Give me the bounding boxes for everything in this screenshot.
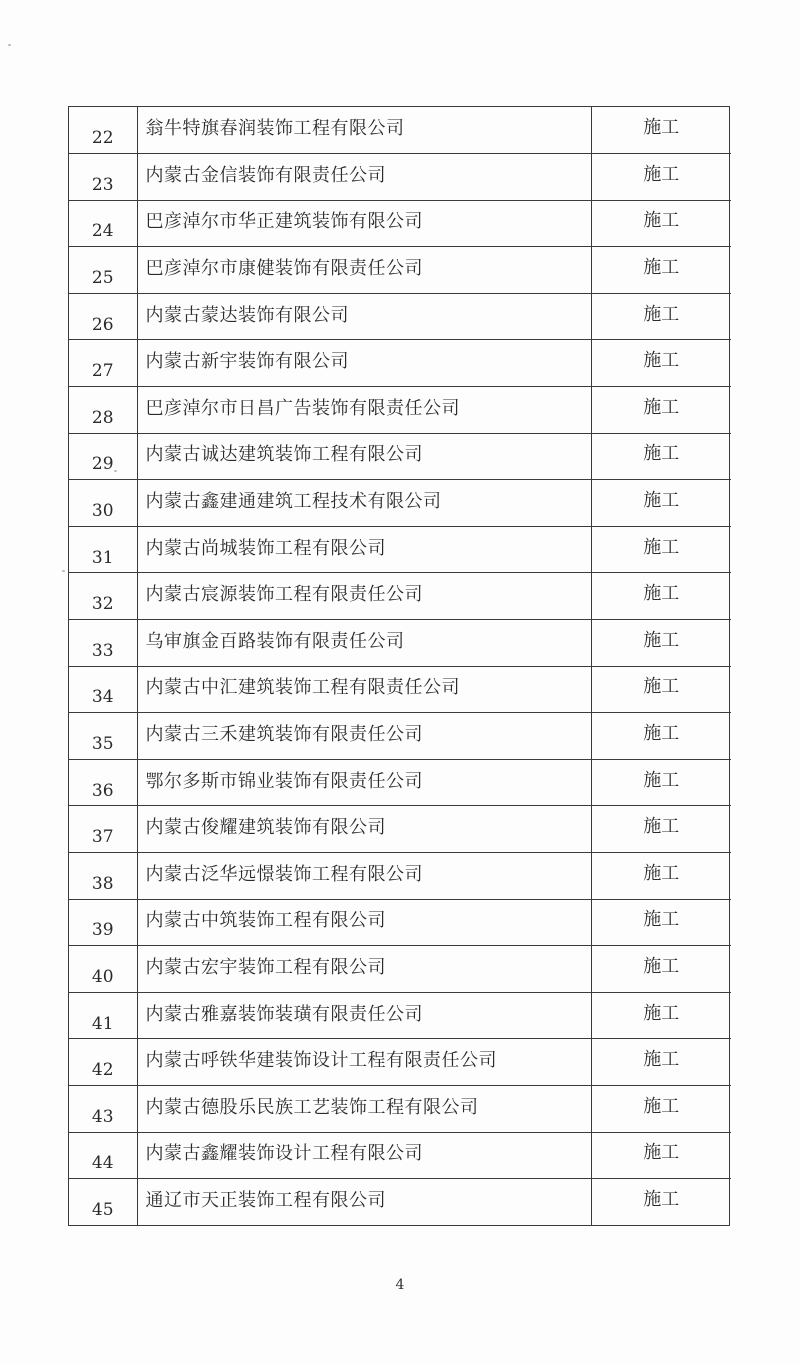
row-number: 40 (69, 946, 137, 993)
company-name: 内蒙古宸源装饰工程有限责任公司 (137, 573, 591, 620)
table-row (69, 1085, 731, 1132)
company-name: 乌审旗金百路装饰有限责任公司 (137, 620, 591, 667)
qualification-type: 施工 (591, 620, 731, 667)
table-row (69, 1132, 731, 1179)
row-number: 37 (69, 806, 137, 853)
company-name: 内蒙古三禾建筑装饰有限责任公司 (137, 713, 591, 760)
row-number: 38 (69, 853, 137, 900)
row-number: 45 (69, 1179, 137, 1226)
company-name: 通辽市天正装饰工程有限公司 (137, 1179, 591, 1226)
row-number: 22 (69, 107, 137, 154)
company-name: 巴彦淖尔市康健装饰有限责任公司 (137, 247, 591, 294)
company-name: 内蒙古鑫建通建筑工程技术有限公司 (137, 480, 591, 527)
qualification-type: 施工 (591, 340, 731, 387)
qualification-type: 施工 (591, 200, 731, 247)
row-number: 26 (69, 293, 137, 340)
table-row (69, 293, 731, 340)
company-name: 巴彦淖尔市华正建筑装饰有限公司 (137, 200, 591, 247)
row-number: 41 (69, 992, 137, 1039)
qualification-type: 施工 (591, 247, 731, 294)
scan-speck (62, 570, 65, 572)
table-row (69, 154, 731, 201)
qualification-type: 施工 (591, 992, 731, 1039)
qualification-type: 施工 (591, 1179, 731, 1226)
company-name: 内蒙古鑫耀装饰设计工程有限公司 (137, 1132, 591, 1179)
scan-speck (8, 44, 11, 46)
company-name: 巴彦淖尔市日昌广告装饰有限责任公司 (137, 387, 591, 434)
company-name: 内蒙古德股乐民族工艺装饰工程有限公司 (137, 1085, 591, 1132)
row-number: 34 (69, 666, 137, 713)
row-number: 25 (69, 247, 137, 294)
row-number: 24 (69, 200, 137, 247)
company-name: 内蒙古宏宇装饰工程有限公司 (137, 946, 591, 993)
table-row (69, 1179, 731, 1226)
table-row (69, 853, 731, 900)
table-row (69, 713, 731, 760)
qualification-type: 施工 (591, 107, 731, 154)
company-table-body (69, 107, 731, 1225)
row-number: 30 (69, 480, 137, 527)
row-number: 23 (69, 154, 137, 201)
qualification-type: 施工 (591, 387, 731, 434)
table-row (69, 899, 731, 946)
company-name: 内蒙古诚达建筑装饰工程有限公司 (137, 433, 591, 480)
qualification-type: 施工 (591, 526, 731, 573)
table-row (69, 806, 731, 853)
qualification-type: 施工 (591, 899, 731, 946)
company-name: 内蒙古中筑装饰工程有限公司 (137, 899, 591, 946)
table-row (69, 666, 731, 713)
row-number: 35 (69, 713, 137, 760)
table-row (69, 200, 731, 247)
qualification-type: 施工 (591, 480, 731, 527)
qualification-type: 施工 (591, 154, 731, 201)
qualification-type: 施工 (591, 1085, 731, 1132)
table-row (69, 247, 731, 294)
qualification-type: 施工 (591, 433, 731, 480)
company-name: 内蒙古雅嘉装饰装璜有限责任公司 (137, 992, 591, 1039)
table-row (69, 946, 731, 993)
table-row (69, 387, 731, 434)
row-number: 36 (69, 759, 137, 806)
table-row (69, 433, 731, 480)
company-name: 鄂尔多斯市锦业装饰有限责任公司 (137, 759, 591, 806)
row-number: 29 (69, 433, 137, 480)
row-number: 32 (69, 573, 137, 620)
table-row (69, 526, 731, 573)
company-name: 内蒙古俊耀建筑装饰有限公司 (137, 806, 591, 853)
row-number: 31 (69, 526, 137, 573)
row-number: 27 (69, 340, 137, 387)
table-row (69, 620, 731, 667)
table-row (69, 573, 731, 620)
table-row (69, 759, 731, 806)
qualification-type: 施工 (591, 293, 731, 340)
row-number: 28 (69, 387, 137, 434)
row-number: 42 (69, 1039, 137, 1086)
table-row (69, 1039, 731, 1086)
company-name: 内蒙古泛华远憬装饰工程有限公司 (137, 853, 591, 900)
company-name: 内蒙古新宇装饰有限公司 (137, 340, 591, 387)
qualification-type: 施工 (591, 806, 731, 853)
company-name: 翁牛特旗春润装饰工程有限公司 (137, 107, 591, 154)
qualification-type: 施工 (591, 759, 731, 806)
qualification-type: 施工 (591, 1039, 731, 1086)
qualification-type: 施工 (591, 1132, 731, 1179)
table-row (69, 107, 731, 154)
table-row (69, 340, 731, 387)
qualification-type: 施工 (591, 946, 731, 993)
page-number: 4 (395, 1277, 405, 1293)
qualification-type: 施工 (591, 666, 731, 713)
qualification-type: 施工 (591, 713, 731, 760)
row-number: 44 (69, 1132, 137, 1179)
company-name: 内蒙古蒙达装饰有限公司 (137, 293, 591, 340)
row-number: 43 (69, 1085, 137, 1132)
company-name: 内蒙古呼铁华建装饰设计工程有限责任公司 (137, 1039, 591, 1086)
company-name: 内蒙古中汇建筑装饰工程有限责任公司 (137, 666, 591, 713)
table-row (69, 992, 731, 1039)
company-name: 内蒙古金信装饰有限责任公司 (137, 154, 591, 201)
row-number: 33 (69, 620, 137, 667)
table-row (69, 480, 731, 527)
qualification-type: 施工 (591, 573, 731, 620)
company-name: 内蒙古尚城装饰工程有限公司 (137, 526, 591, 573)
row-number: 39 (69, 899, 137, 946)
qualification-type: 施工 (591, 853, 731, 900)
company-table (68, 106, 730, 1226)
